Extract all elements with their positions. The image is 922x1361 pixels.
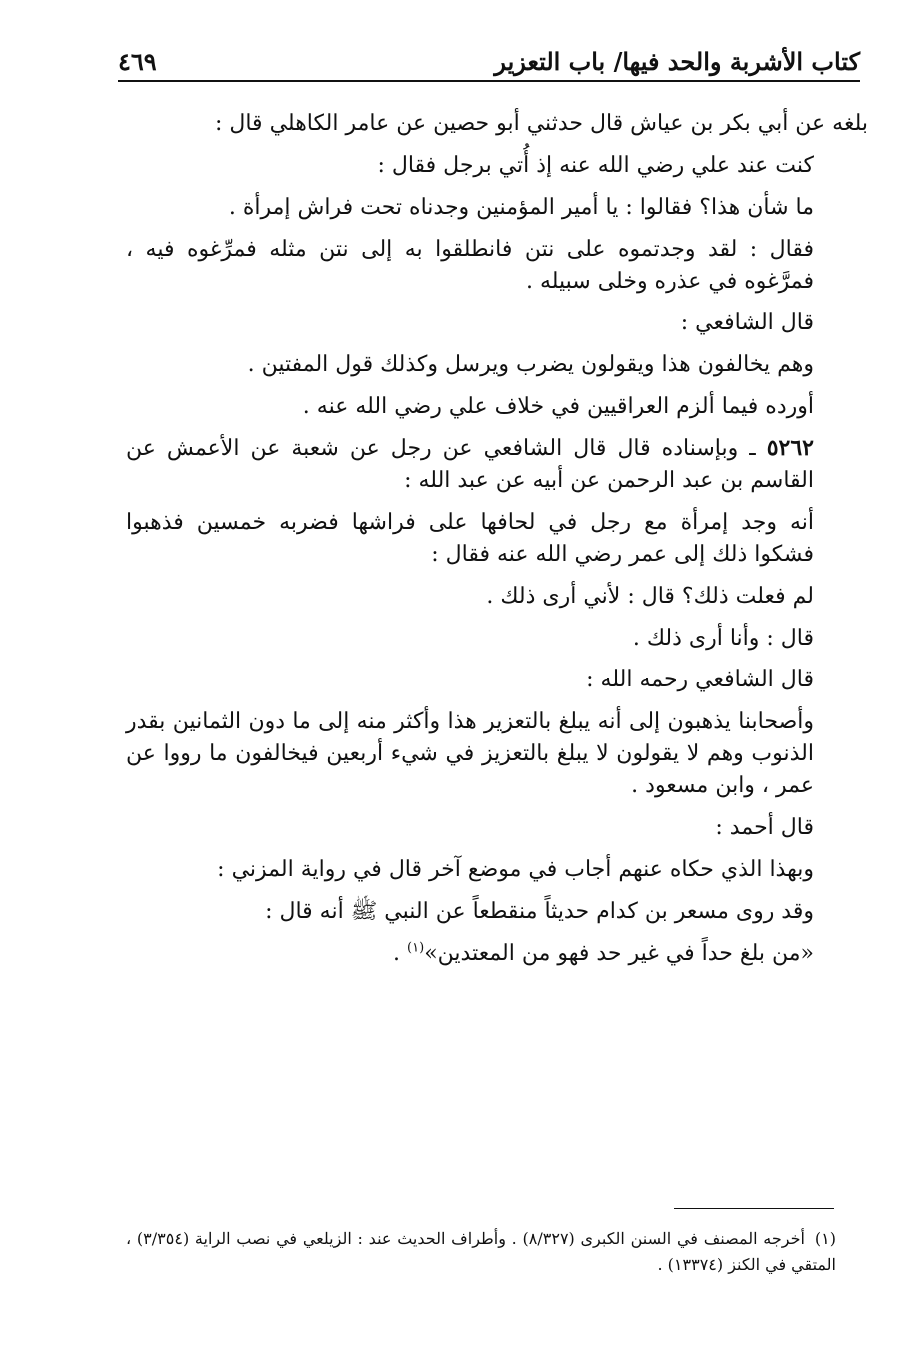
paragraph: وأصحابنا يذهبون إلى أنه يبلغ بالتعزير هذا وأكثر منه إلى ما دون الثمانين بقدر الذنوب وهم لا يقولون لا يبلغ بالتعزيز في شيء أربعين فيخالفون ما رووا عن عمر ، وابن مسعود . [126, 709, 814, 799]
paragraph: فقال : لقد وجدتموه على نتن فانطلقوا به إلى نتن مثله فمرِّغوه فيه ، فمرَّغوه في عذره وخلى سبيله . [126, 236, 814, 294]
header-rule [118, 80, 860, 82]
chapter-title: كتاب الأشربة والحد فيها/ باب التعزير [494, 47, 860, 76]
footnote-number: (١) [814, 1229, 837, 1248]
paragraph: ما شأن هذا؟ فقالوا : يا أمير المؤمنين وجدناه تحت فراش إمرأة . [228, 194, 814, 220]
paragraph: كنت عند علي رضي الله عنه إذ أُتي برجل فقال : [377, 152, 814, 178]
paragraph: أورده فيما ألزم العراقيين في خلاف علي رضي الله عنه . [302, 394, 814, 420]
running-header [118, 38, 860, 78]
paragraph: لم فعلت ذلك؟ قال : لأني أرى ذلك . [486, 583, 814, 609]
paragraph: قال : وأنا أرى ذلك . [632, 625, 814, 651]
footnote-text: أخرجه المصنف في السنن الكبرى (٨/٣٢٧) . وأطراف الحديث عند : الزيلعي في نصب الراية (٣/٣٥٤) ، المتقي في الكنز (١٣٣٧٤) . [126, 1229, 836, 1274]
hadith-number: ٥٢٦٢ [766, 435, 814, 462]
footnotes [126, 1226, 836, 1277]
paragraph: قال أحمد : [715, 815, 814, 841]
footnote [126, 1226, 836, 1277]
main-text [126, 108, 868, 980]
paragraph: وبهذا الذي حكاه عنهم أجاب في موضع آخر قال في رواية المزني : [217, 856, 814, 882]
footnote-reference[interactable]: (١) [407, 940, 425, 956]
footnote-separator [674, 1208, 834, 1209]
paragraph: «من بلغ حداً في غير حد فهو من المعتدين»$^{(١)}$ . [393, 940, 814, 966]
paragraph: قال الشافعي رحمه الله : [586, 667, 814, 693]
paragraph: وقد روى مسعر بن كدام حديثاً منقطعاً عن النبي ﷺ أنه قال : [265, 898, 814, 924]
paragraph: قال الشافعي : [680, 310, 814, 336]
numbered-hadith: ٥٢٦٢ ـ وبإسناده قال قال الشافعي عن رجل عن شعبة عن الأعمش عن القاسم بن عبد الرحمن عن أبيه عن عبد الله : [126, 435, 814, 494]
page-number: ٤٦٩ [118, 47, 157, 76]
paragraph: بلغه عن أبي بكر بن عياش قال حدثني أبو حصين عن عامر الكاهلي قال : [214, 111, 868, 136]
paragraph: وهم يخالفون هذا ويقولون يضرب ويرسل وكذلك قول المفتين . [247, 352, 814, 378]
paragraph: أنه وجد إمرأة مع رجل في لحافها على فراشها فضربه خمسين فذهبوا فشكوا ذلك إلى عمر رضي الله عنه فقال : [126, 509, 814, 567]
